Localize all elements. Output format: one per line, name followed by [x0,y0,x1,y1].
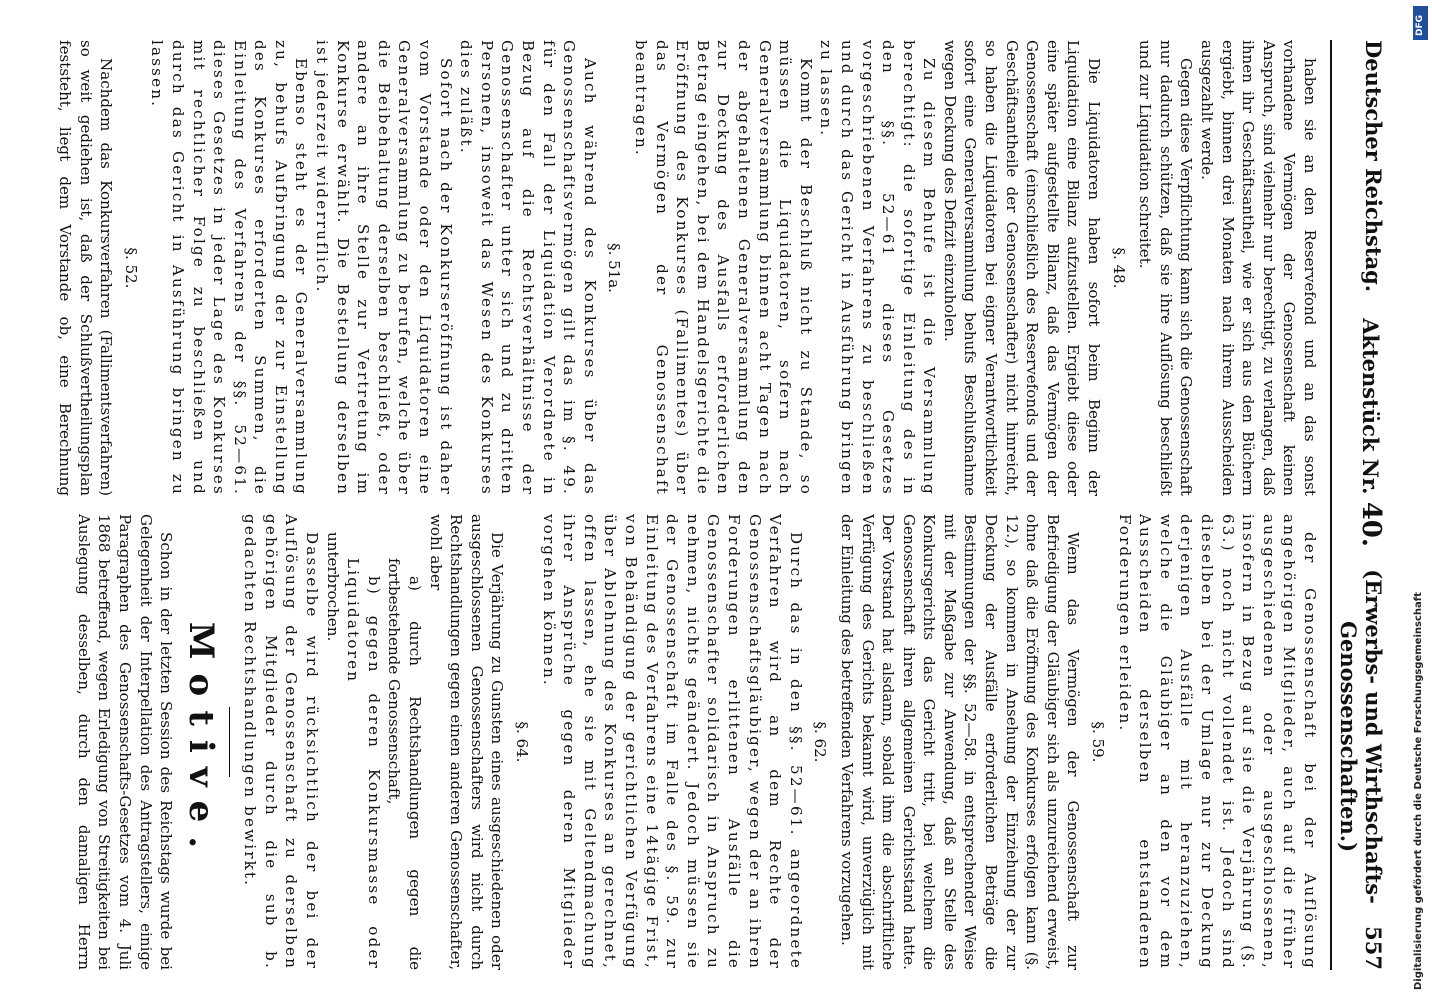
list-item: a) durch Rechtshandlungen gegen die fortbestehende Genossenschaft, [385,558,425,970]
section-heading: §. 59. [1089,721,1108,763]
text-columns [50,40,1320,970]
section-heading: §. 52. [121,247,140,289]
section-heading: §. 62. [811,721,830,763]
section-heading: §. 51a. [605,243,624,293]
header-title: (Erwerbs- und Wirthschafts-Genossenschaften.) [1336,569,1386,904]
paragraph: Durch das in den §§. 52—61. angeordnete Verfahren wird an dem Rechte der Genossenschaftsgläubiger, wegen der an ihren Forderungen erlittenen Ausfälle die Genossenschafter solidarisch in Anspruch zu nehmen, nichts geändert. Jedoch müssen sie der Genossenschaft im Falle des §. 59. zur Einleitung des Verfahrens eine 14tägige Frist, von Behändigung der gerichtlichen Verfügung über Ablehnung des Konkurses an gerechnet, offen lassen, ehe sie mit Geltendmachung ihrer Ansprüche gegen deren Mitglieder vorgehen können. [539,514,805,970]
paragraph: Die Liquidatoren haben sofort beim Beginn der Liquidation eine Bilanz aufzustellen. Ergiebt diese oder eine später aufgestellte Bilanz, daß das Vermögen der Genossenschaft (einschließlich des Reservefonds und der Geschäftsantheile der Genossenschafter) nicht hinreicht, so haben die Liquidatoren bei eigner Verantwortlichkeit sofort eine Generalversammlung behufs Beschlußnahme wegen Deckung des Defizit einzuholen. [940,40,1104,496]
motive-heading: Motive. [180,621,221,863]
paragraph: Auch während des Konkurses über das Genossenschaftsvermögen gilt das im §. 49. für den Fall der Liquidation Verordnete in Bezug auf die Rechtsverhältnisse der Genossenschafter unter sich und zu dritten Personen, insoweit das Wesen des Konkurses dies zuläßt. [457,40,599,496]
section-heading: §. 48. [1109,247,1128,289]
digitization-credit [1410,0,1432,1000]
paragraph: haben sie an den Reservefond und an das sonst vorhandene Vermögen der Genossenschaft keinen Anspruch, sind vielmehr nur berechtigt, zu verlangen, daß ihnen ihr Geschäftsantheil, wie er sich aus den Büchern ergiebt, binnen drei Monaten nach ihrem Ausscheiden ausgezahlt werde. [1198,40,1319,496]
paragraph: der Genossenschaft bei der Auflösung angehörigen Mitglieder, auch auf die früher ausgeschiedenen oder ausgeschlossenen, insofern in Bezug auf sie die Verjährung (§. 63.) noch nicht vollendet ist. Jedoch sind dieselben bei der Umlage nur zur Deckung derjenigen Ausfälle mit heranzuziehen, welche die Gläubiger an den vor dem Ausscheiden derselben entstandenen Forderungen erleiden. [1115,514,1319,970]
column-left [50,40,1320,496]
column-right [50,514,1320,970]
paragraph: Schon in der letzten Session des Reichstags wurde bei Gelegenheit der Interpellation des Antragstellers, einige Paragraphen des Genossenschafts-Gesetzes vom 4. Juli 1868 betreffend, wegen Erledigung von Streitigkeiten bei Auslegung desselben, durch den damaligen Herrn [74,514,176,970]
paragraph: Gegen diese Verpflichtung kann sich die Genossenschaft nur dadurch schützen, daß sie ihre Auflösung beschließt und zur Liquidation schreitet. [1136,40,1196,496]
dfg-logo [1413,6,1428,40]
paragraph: unterbrochen. [323,532,342,642]
paragraph: Ebenso steht es der Generalversammlung zu, behufs Aufbringung der zur Einstellung des Konkurses erforderten Summen, die Einleitung des Verfahrens der §§. 52—61. dieses Gesetzes in jeder Lage des Konkurses mit rechtlicher Folge zu beschließen und durch das Gericht in Ausführung bringen zu lassen. [148,40,311,496]
paragraph: Zu diesem Behufe ist die Versammlung berechtigt: die sofortige Einleitung des in den §§. 52—61 dieses Gesetzes vorgeschriebenen Verfahrens zu beschließen und durch das Gericht in Ausführung bringen zu lassen. [817,40,939,496]
dfg-logo-text: DFG [1415,14,1425,36]
document-reference [1356,318,1386,547]
page-header [1330,40,1392,970]
paragraph: Dasselbe wird rücksichtlich der bei der Auflösung der Genossenschaft zu derselben gehörigen Mitglieder durch die sub b. gedachten Rechtshandlungen bewirkt. [241,514,322,970]
list-item: b) gegen deren Konkursmasse oder Liquidatoren [344,558,383,970]
header-left [1356,40,1386,547]
paragraph: Kommt der Beschluß nicht zu Stande, so müssen die Liquidatoren, sofern nach Generalversammlung binnen acht Tagen nach der abgehaltenen Generalversammlung den zur Deckung des Ausfalls erforderlichen Betrag eingehen, bei dem Handelsgerichte die Eröffnung des Konkurses (Fallimentes) über das Vermögen der Genossenschaft beantragen. [632,40,815,496]
paragraph: Nachdem das Konkursverfahren (Fallimentsverfahren) so weit gediehen ist, daß der Schlußvertheilungsplan feststeht, liegt dem Vorstande ob, eine Berechnung [55,40,116,496]
document-number: 40. [1356,501,1386,547]
paragraph: Wenn das Vermögen der Genossenschaft zur Befriedigung der Gläubiger sich als unzureichend erweist, ohne daß die Eröffnung des Konkurses erfolgen kann (§. 12.), so kommen in Ansehung der Einziehung der zur Deckung der Ausfälle erforderlichen Beträge die Bestimmungen der §§. 52—58. in entsprechender Weise mit der Maßgabe zur Anwendung, daß an Stelle des Konkursgerichts das Gericht tritt, bei welchem die Genossenschaft ihren allgemeinen Gerichtsstand hatte. Der Vorstand hat alsdann, sobald ihm die abschriftliche Verfügung des Gerichts bekannt wird, unverzüglich mit der Einleitung des betreffenden Verfahrens vorzugehen. [837,514,1083,970]
publication-title: Deutscher Reichstag. [1361,40,1386,293]
section-heading: §. 64. [513,721,532,763]
paragraph: Sofort nach der Konkurseröffnung ist daher vom Vorstande oder den Liquidatoren eine Generalversammlung zu berufen, welche über die Beibehaltung derselben beschließt, oder andere an ihre Stelle zur Vertretung im Konkurse erwählt. Die Bestellung derselben ist jederzeit widerruflich. [313,40,455,496]
page-number: 557 [1361,926,1386,970]
credit-text: Digitalisierung gefördert durch die Deutsche Forschungsgemeinschaft [1413,592,1424,990]
paragraph: Die Verjährung zu Gunsten eines ausgeschiedenen oder ausgeschlossenen Genossenschafters wird nicht durch Rechtshandlungen gegen einen anderen Genossenschafter, wohl aber [426,514,507,970]
document-label: Aktenstück Nr. [1358,318,1383,495]
divider [229,707,230,777]
